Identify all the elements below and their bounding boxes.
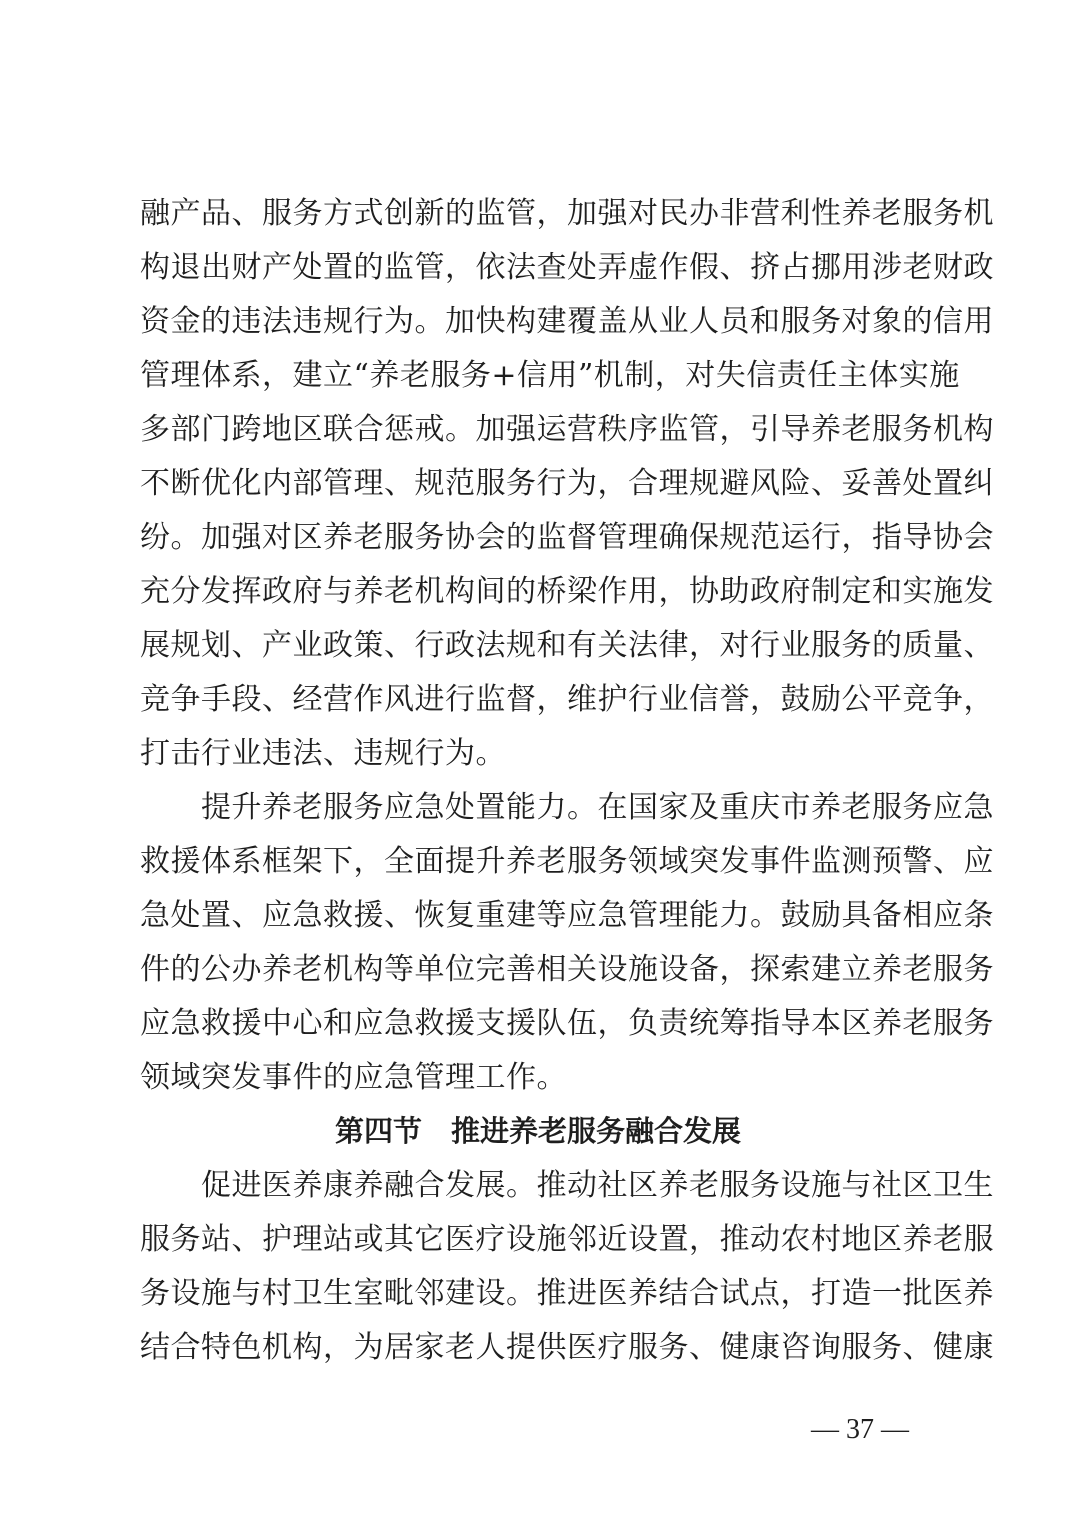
text-line: 多部门跨地区联合惩戒。加强运营秩序监管，引导养老服务机构 bbox=[140, 412, 994, 447]
text-line: 务设施与村卫生室毗邻建设。推进医养结合试点，打造一批医养 bbox=[140, 1276, 994, 1311]
text-line: 资金的违法违规行为。加快构建覆盖从业人员和服务对象的信用 bbox=[140, 304, 994, 339]
text-line: 救援体系框架下，全面提升养老服务领域突发事件监测预警、应 bbox=[140, 844, 994, 879]
text-line: 纷。加强对区养老服务协会的监督管理确保规范运行，指导协会 bbox=[140, 520, 994, 555]
text-line: 提升养老服务应急处置能力。在国家及重庆市养老服务应急 bbox=[140, 790, 994, 825]
text-line: 展规划、产业政策、行政法规和有关法律，对行业服务的质量、 bbox=[140, 628, 994, 663]
text-line: 应急救援中心和应急救援支援队伍，负责统筹指导本区养老服务 bbox=[140, 1006, 994, 1041]
section-heading: 第四节 推进养老服务融合发展 bbox=[334, 1114, 741, 1148]
text-line: 构退出财产处置的监管，依法查处弄虚作假、挤占挪用涉老财政 bbox=[140, 250, 994, 285]
text-line: 不断优化内部管理、规范服务行为，合理规避风险、妥善处置纠 bbox=[140, 466, 994, 501]
text-line: 竞争手段、经营作风进行监督，维护行业信誉，鼓励公平竞争， bbox=[140, 682, 994, 717]
text-line: 促进医养康养融合发展。推动社区养老服务设施与社区卫生 bbox=[140, 1168, 994, 1203]
text-line: 打击行业违法、违规行为。 bbox=[140, 736, 506, 771]
text-line: 件的公办养老机构等单位完善相关设施设备，探索建立养老服务 bbox=[140, 952, 994, 987]
text-line: 服务站、护理站或其它医疗设施邻近设置，推动农村地区养老服 bbox=[140, 1222, 994, 1257]
text-line: 充分发挥政府与养老机构间的桥梁作用，协助政府制定和实施发 bbox=[140, 574, 994, 609]
text-line: 领域突发事件的应急管理工作。 bbox=[140, 1060, 567, 1095]
text-line: 融产品、服务方式创新的监管，加强对民办非营利性养老服务机 bbox=[140, 196, 994, 231]
page-number: — 37 — bbox=[811, 1414, 909, 1445]
text-line: 管理体系，建立“养老服务+信用”机制，对失信责任主体实施 bbox=[140, 358, 960, 393]
text-line: 结合特色机构，为居家老人提供医疗服务、健康咨询服务、健康 bbox=[140, 1330, 994, 1365]
text-line: 急处置、应急救援、恢复重建等应急管理能力。鼓励具备相应条 bbox=[140, 898, 994, 933]
